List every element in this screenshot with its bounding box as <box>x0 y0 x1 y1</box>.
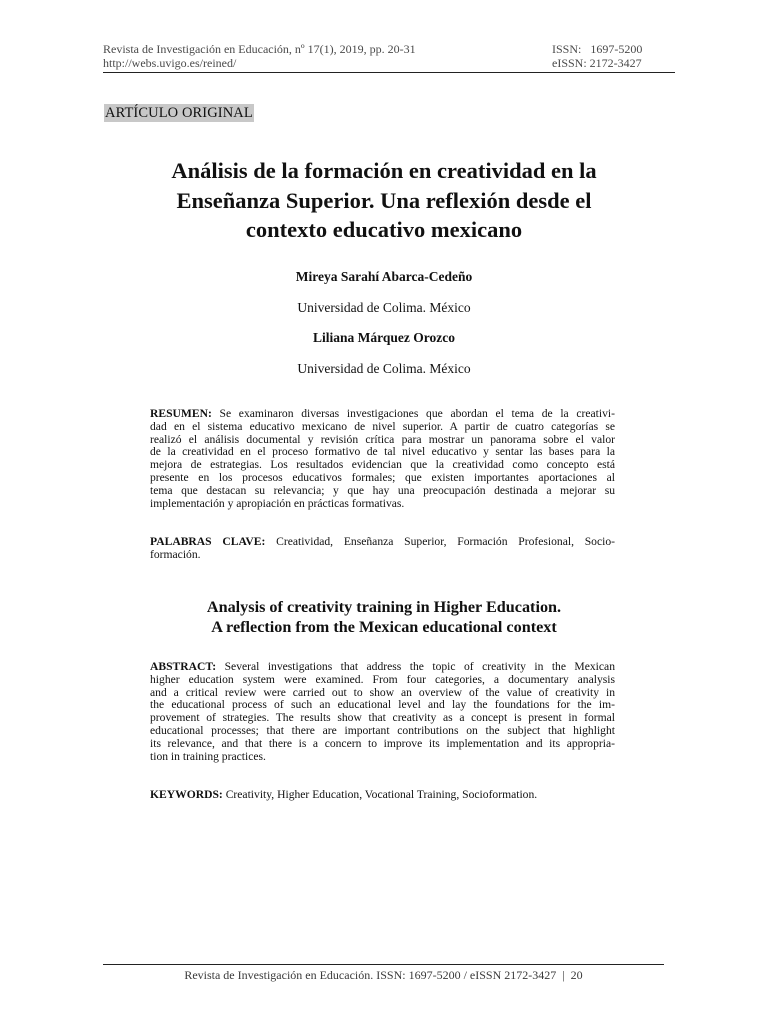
footer-separator: | <box>562 968 565 982</box>
resumen-line: implementación y apropiación en prácticas formativas. <box>150 496 405 510</box>
palabras-clave-label: PALABRAS CLAVE: <box>150 535 266 548</box>
page-number: 20 <box>570 968 583 982</box>
author-affiliation: Universidad de Colima. México <box>297 361 471 376</box>
resumen-line: RESUMEN: Se examinaron diversas investigaciones que abordan el tema de la creativi- <box>150 407 615 420</box>
author-affiliation: Universidad de Colima. México <box>297 300 471 315</box>
abstract-line: its relevance, and that there is a concern to improve its implementation and its appropria- <box>150 736 615 750</box>
resumen-line: presente en los procesos educativos formales; que existen importantes aportaciones al <box>150 470 615 484</box>
palabras-clave-line: PALABRAS CLAVE: Creatividad, Enseñanza Superior, Formación Profesional, Socio- <box>150 535 615 548</box>
author-name: Mireya Sarahí Abarca-Cedeño <box>295 269 473 284</box>
article-title <box>100 156 668 245</box>
abstract-line: the educational process of such an educational level and lay the foundations for the im- <box>150 698 615 712</box>
english-title-line: A reflection from the Mexican educational context <box>211 618 557 636</box>
resumen-line: dad en el sistema educativo mexicano de nivel superior. A partir de cuatro categorías se <box>150 419 615 433</box>
resumen-line: mejora de estrategias. Los resultados evidencian que la creatividad como concepto está <box>150 458 615 472</box>
resumen-line: de la creatividad en el proceso formativo de tal nivel educativo y sentar las bases para la <box>150 445 615 459</box>
palabras-clave-line: formación. <box>150 547 201 561</box>
title-line: contexto educativo mexicano <box>245 217 523 242</box>
abstract-line: tion in training practices. <box>150 749 266 763</box>
abstract-line: ABSTRACT: Several investigations that address the topic of creativity in the Mexican <box>150 660 615 673</box>
section-label: ARTÍCULO ORIGINAL <box>105 105 253 121</box>
resumen-line: realizó el análisis documental y revisión crítica para mostrar un panorama sobre el valor <box>150 432 615 446</box>
abstract-line: educational processes; that there are important contributions on the subject that highlight <box>150 723 615 737</box>
issn: ISSN: 1697-5200 <box>552 42 643 56</box>
abstract-line: provement of strategies. The results show that creativity as a concept is present in formal <box>150 711 615 725</box>
eissn: eISSN: 2172-3427 <box>552 56 642 70</box>
title-line: Enseñanza Superior. Una reflexión desde el <box>176 187 592 213</box>
english-title-line: Analysis of creativity training in Higher Education. <box>206 598 562 616</box>
journal-url[interactable]: http://webs.uvigo.es/reined/ <box>103 56 237 70</box>
journal-citation: Revista de Investigación en Educación, nº 17(1), 2019, pp. 20-31 <box>103 42 416 56</box>
keywords-label: KEYWORDS: <box>150 788 223 801</box>
abstract-block <box>150 661 615 763</box>
header-left <box>103 42 416 70</box>
running-header <box>103 42 675 73</box>
keywords-line: KEYWORDS: Creativity, Higher Education, Vocational Training, Socioformation. <box>150 788 538 801</box>
resumen-line: tema que destacan su relevancia; y que hay una preocupación destinada a mejorar su <box>150 483 615 497</box>
palabras-clave-block <box>150 536 615 562</box>
resumen-block <box>150 408 615 510</box>
resumen-label: RESUMEN: <box>150 407 212 420</box>
running-footer <box>103 964 664 982</box>
keywords-block <box>150 789 615 802</box>
title-line: Análisis de la formación en creatividad en la <box>171 158 597 183</box>
footer-journal-info: Revista de Investigación en Educación. ISSN: 1697-5200 / eISSN 2172-3427 <box>184 968 557 982</box>
abstract-line: higher education system were examined. From four categories, a documentary analysis <box>150 672 615 686</box>
english-title <box>100 597 668 637</box>
abstract-label: ABSTRACT: <box>150 660 217 673</box>
author-name: Liliana Márquez Orozco <box>313 330 455 345</box>
abstract-line: and a critical review were carried out to show an overview of the value of creativity in <box>150 685 615 699</box>
header-right <box>552 42 642 70</box>
